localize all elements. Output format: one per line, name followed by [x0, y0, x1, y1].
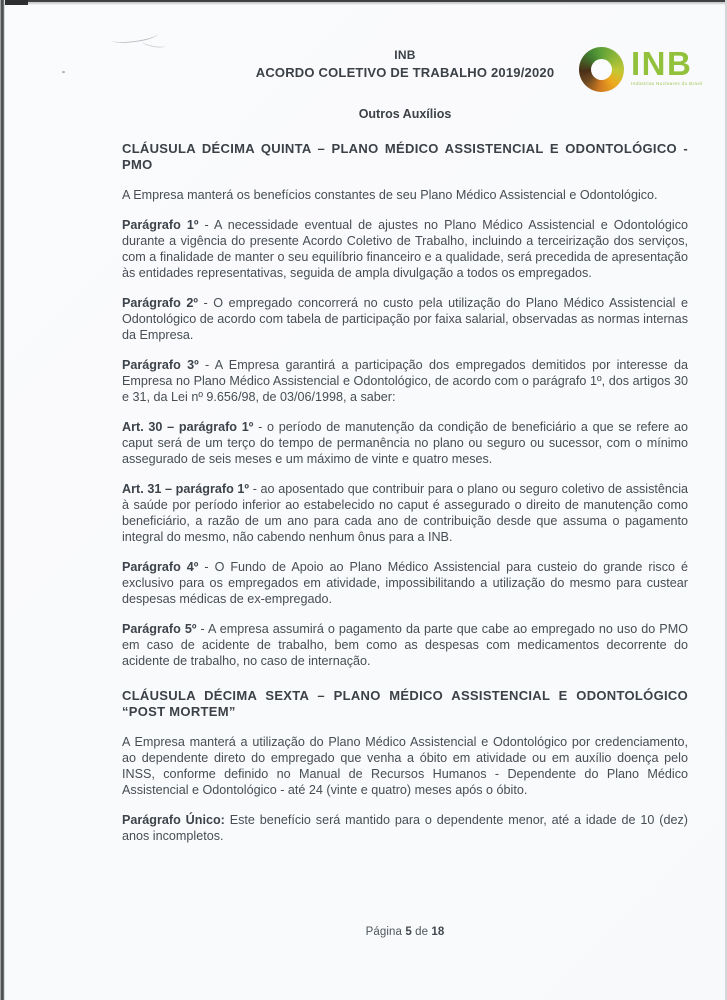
page-number-footer — [122, 926, 688, 938]
paragraph-5 — [122, 621, 688, 669]
page-number-separator: de — [415, 926, 429, 938]
paragraph-text: - o período de manutenção da condição de beneficiário a que se refere ao caput será de um terço do tempo de permanência no plano ou seguro ou sucessor, com o mínimo assegurado de seis meses e um máximo de vinte e quatro meses. — [122, 420, 689, 466]
paragraph-text: - A Empresa garantirá a participação dos empregados demitidos por interesse da Empresa no Plano Médico Assistencial e Odontológico, de acordo com o parágrafo 1º, dos artigos 30 e 31, da Lei nº 9.656/98, de 03/06/1998, a saber: — [122, 358, 688, 404]
inb-logo-wordmark: INB — [631, 45, 693, 82]
paragraph-text: - O empregado concorrerá no custo pela utilização do Plano Médico Assistencial e Odontológico de acordo com tabela de participação por faixa salarial, observadas as normas internas da Empresa. — [122, 296, 688, 342]
paragraph-lead: Parágrafo 1º — [122, 218, 199, 232]
paragraph-lead: Art. 31 – parágrafo 1º — [122, 482, 250, 496]
paragraph-2 — [122, 295, 688, 343]
page-number-label: Página — [365, 926, 403, 938]
section-title: Outros Auxílios — [358, 107, 452, 121]
paragraph-lead: Parágrafo 5º — [122, 622, 197, 636]
inb-logo-tagline: Indústrias Nucleares do Brasil — [631, 81, 703, 86]
paragraph-unico — [122, 812, 688, 844]
paragraph-lead: Parágrafo 4º — [122, 560, 199, 574]
page-number-total: 18 — [431, 926, 445, 938]
paragraph-text: - A necessidade eventual de ajustes no Plano Médico Assistencial e Odontológico durante a vigência do presente Acordo Coletivo de Trabalho, incluindo a terceirização dos serviços, com a finalidade de manter o seu equilíbrio financeiro e a qualidade, será precedida de apresentação às entidades representativas, seguida de ampla divulgação a todos os empregados. — [122, 218, 688, 280]
clause-16-heading: CLÁUSULA DÉCIMA SEXTA – PLANO MÉDICO ASSISTENCIAL E ODONTOLÓGICO “POST MORTEM” — [122, 688, 688, 719]
paragraph-4 — [122, 559, 688, 607]
scan-edge-top — [0, 0, 727, 5]
clause-16-intro-paragraph — [122, 734, 688, 798]
scan-edge-left — [0, 0, 5, 1000]
document-title: ACORDO COLETIVO DE TRABALHO 2019/2020 — [255, 65, 555, 80]
clause-15-heading: CLÁUSULA DÉCIMA QUINTA – PLANO MÉDICO ASSISTENCIAL E ODONTOLÓGICO - PMO — [122, 141, 688, 172]
page-number-current: 5 — [405, 926, 412, 938]
paragraph-text: A Empresa manterá a utilização do Plano Médico Assistencial e Odontológico por credenciamento, ao dependente direto do empregado que venha a óbito em atividade ou em auxílio doença pelo INSS, conforme definido no Manual de Recursos Humanos - Dependente do Plano Médico Assistencial e Odontológico - até 24 (vinte e quatro) meses após o óbito. — [122, 735, 688, 797]
paragraph-3 — [122, 357, 688, 405]
paragraph-lead: Parágrafo 3º — [122, 358, 199, 372]
pencil-dot — [62, 71, 65, 73]
paragraph-text: Este benefício será mantido para o dependente menor, até a idade de 10 (dez) anos incompletos. — [122, 813, 688, 843]
document-body — [122, 48, 688, 844]
paragraph-text: - O Fundo de Apoio ao Plano Médico Assistencial para custeio do grande risco é exclusivo para os empregados em atividade, impossibilitando a utilização do mesmo para custear despesas médicas de ex-empregado. — [122, 560, 688, 606]
article-31-paragraph — [122, 481, 688, 545]
paragraph-lead: Parágrafo 2º — [122, 296, 198, 310]
paragraph-lead: Parágrafo Único: — [122, 813, 225, 827]
paragraph-text: A Empresa manterá os benefícios constantes de seu Plano Médico Assistencial e Odontológico. — [122, 188, 658, 202]
paragraph-lead: Art. 30 – parágrafo 1º — [122, 420, 254, 434]
paragraph-text: - A empresa assumirá o pagamento da parte que cabe ao empregado no uso do PMO em caso de acidente de trabalho, bem como as despesas com medicamentos decorrente do acidente de trabalho, no caso de internação. — [122, 622, 688, 668]
paragraph-text: - ao aposentado que contribuir para o plano ou seguro coletivo de assistência à saúde por período inferior ao estabelecido no caput é assegurado o direito de manutenção como beneficiário, a razão de um ano para cada ano de contribuição desde que assuma o pagamento integral do mesmo, não cabendo nenhum ônus para a INB. — [122, 482, 688, 544]
document-header — [122, 48, 688, 80]
clause-15-intro-paragraph — [122, 187, 688, 203]
paragraph-1 — [122, 217, 688, 281]
pencil-mark — [112, 29, 159, 45]
article-30-paragraph — [122, 419, 688, 467]
org-name: INB — [394, 48, 416, 62]
